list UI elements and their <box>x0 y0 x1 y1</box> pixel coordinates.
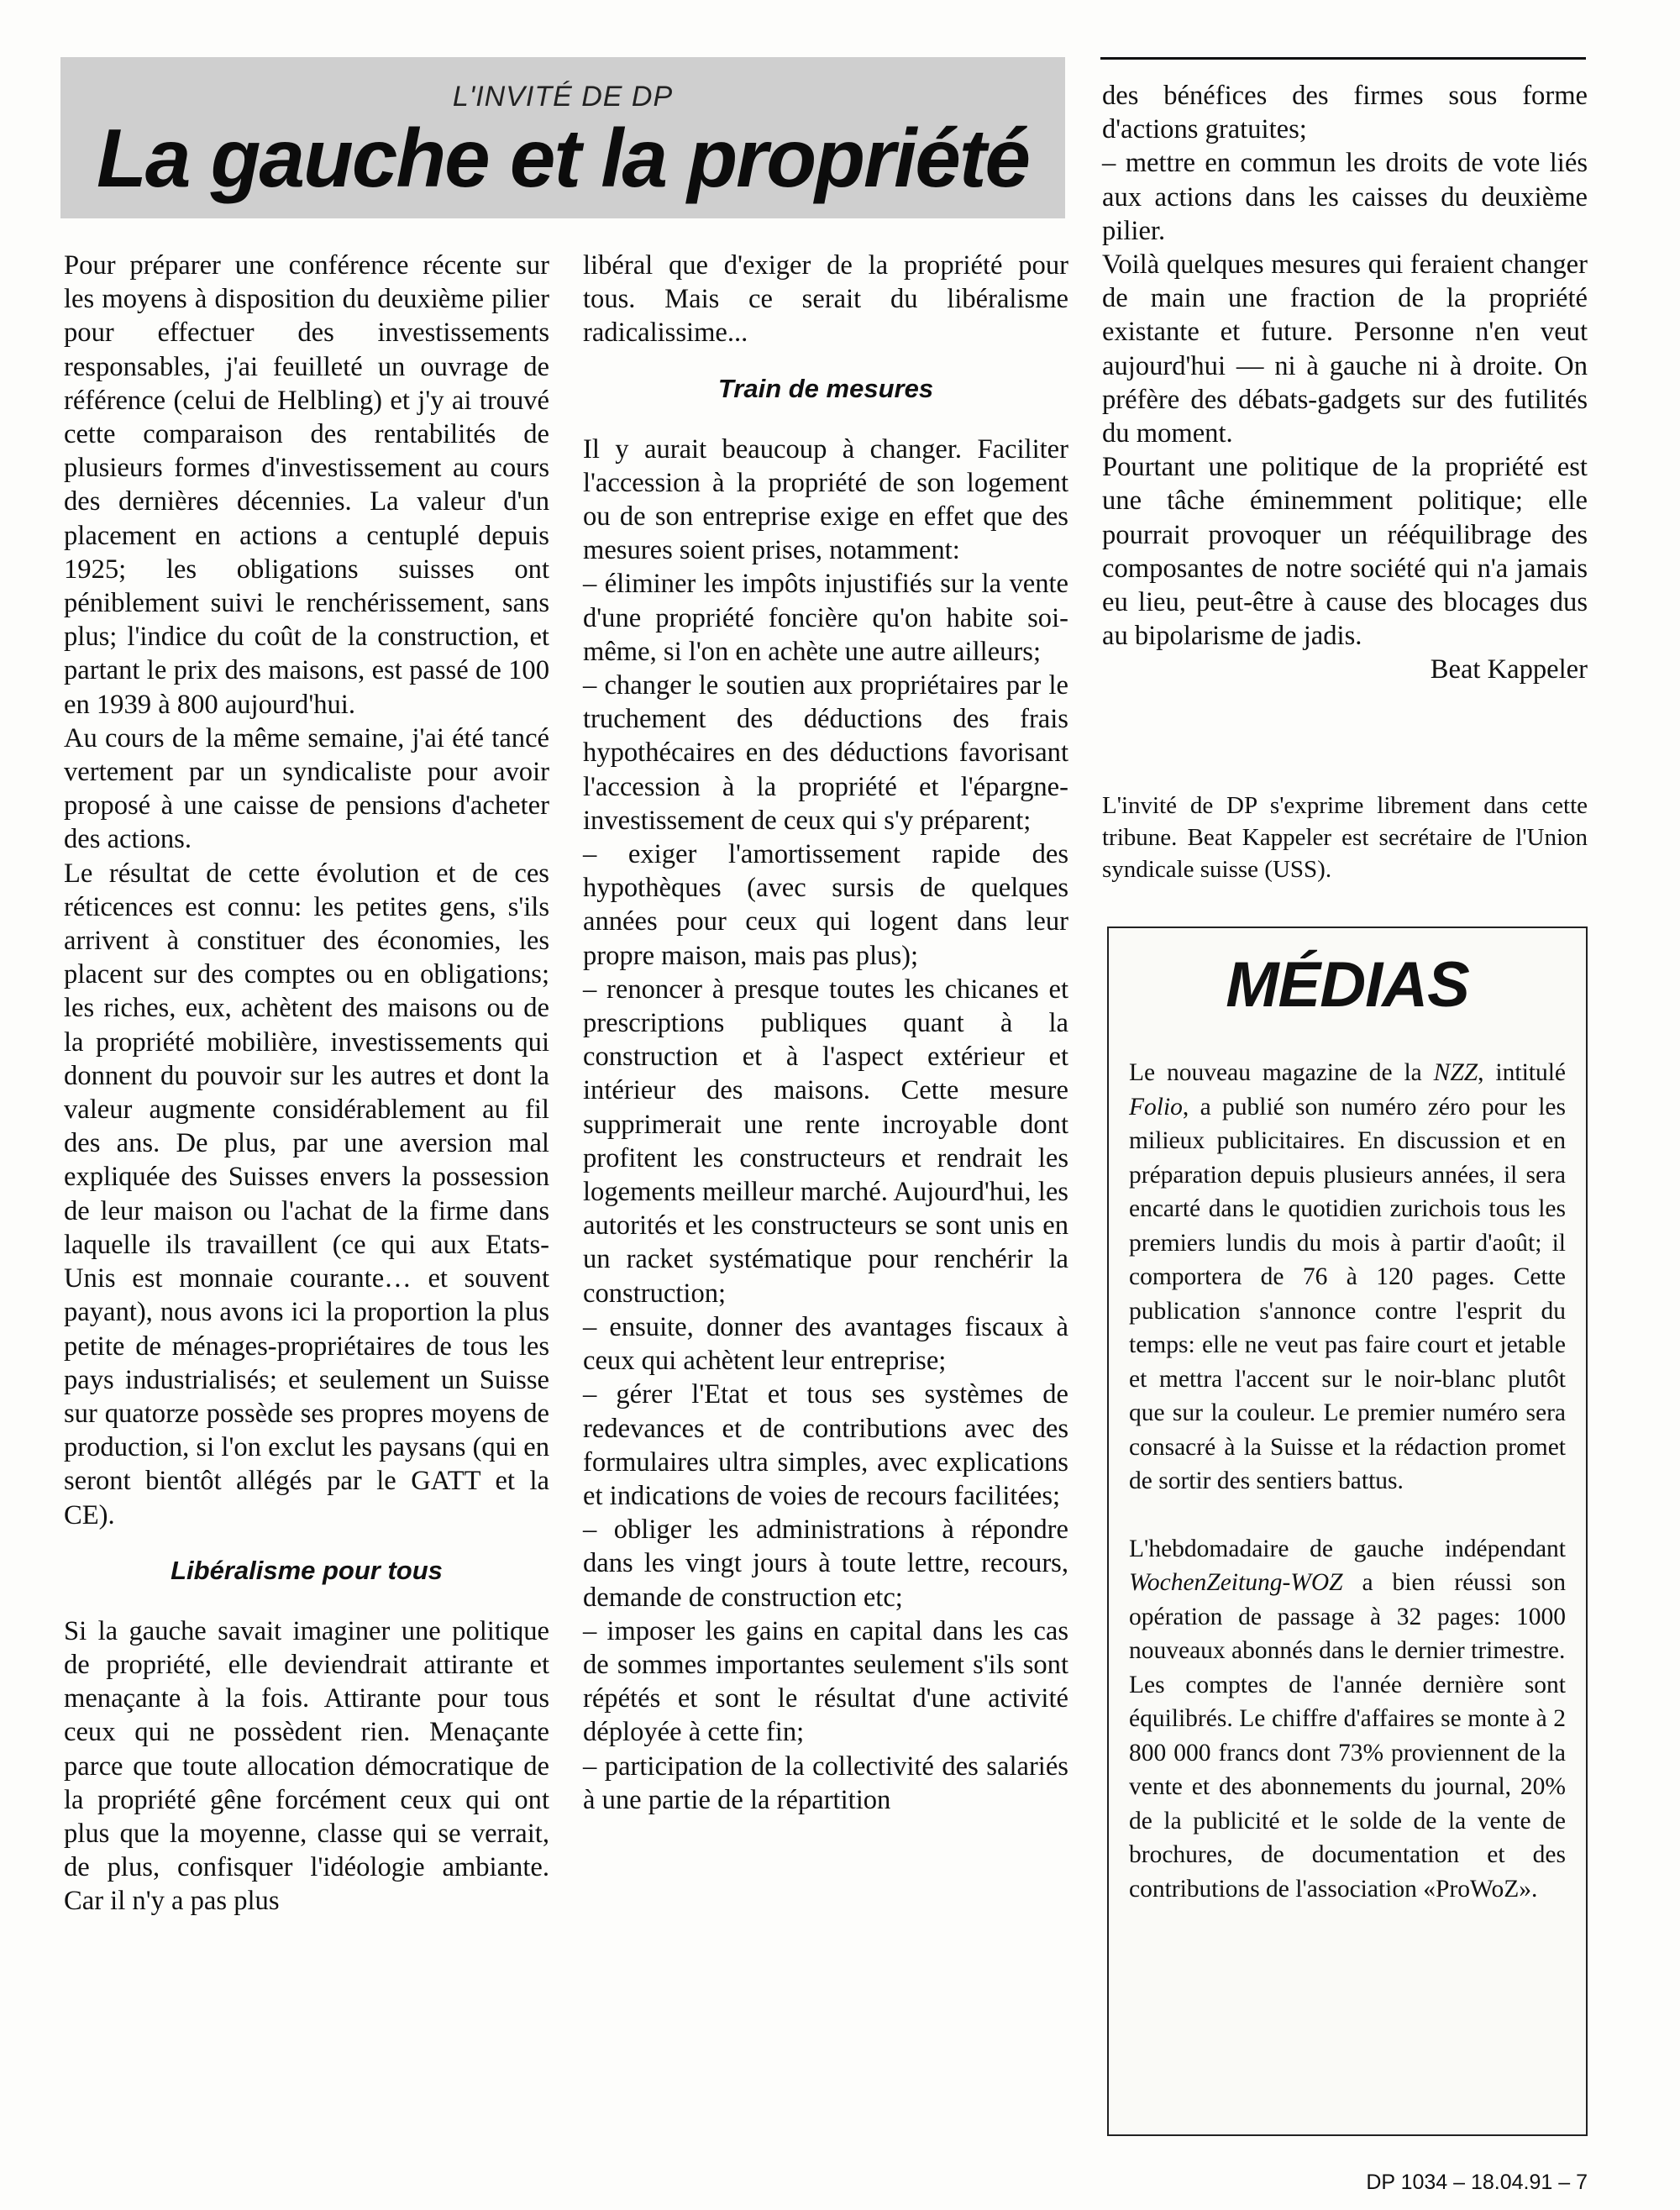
medias-paragraph-woz <box>1129 1532 1566 1668</box>
guest-note <box>1102 790 1588 885</box>
column-rule <box>1100 57 1586 60</box>
list-item: – renoncer à presque toutes les chicanes et prescriptions publiques quant à la construction et à l'aspect extérieur et intérieur des maisons. Cette mesure supprimerait une rente incroyable dont profitent les constructeurs et rendrait les logements meilleur marché. Aujourd'hui, les autorités et les constructeurs se sont unis en un racket systématique pour renchérir la construction; <box>583 974 1068 1309</box>
article-column-3 <box>1102 79 1588 687</box>
medias-box <box>1107 927 1588 2136</box>
paragraph: Voilà quelques mesures qui feraient changer de main une fraction de la propriété existante et future. Personne n'en veut aujourd'hui — ni à gauche ni à droite. On préfère des débats-gadgets sur des futilités du moment. <box>1102 249 1588 449</box>
paragraph: Au cours de la même semaine, j'ai été tancé vertement par un syndicaliste pour avoir proposé à une caisse de pensions d'acheter des actions. <box>64 722 549 855</box>
subheading-train-de-mesures: Train de mesures <box>717 373 934 403</box>
medias-paragraph-comptes: Les comptes de l'année dernière sont équilibrés. Le chiffre d'affaires se monte à 2 800 000 francs dont 73% proviennent de la vente et des abonnements du journal, 20% de la publicité et le solde de la vente de brochures, de documentation et des contributions de l'association «ProWoZ». <box>1129 1671 1566 1903</box>
paragraph: Pourtant une politique de la propriété est une tâche éminemment politique; elle pourrait provoquer un rééquilibrage des composantes de notre société qui n'a jamais eu lieu, peut-être à cause des blocages dus au bipolarisme de jadis. <box>1102 452 1588 652</box>
paragraph: libéral que d'exiger de la propriété pour tous. Mais ce serait du libéralisme radicalissime... <box>583 250 1068 349</box>
guest-note-text: L'invité de DP s'exprime librement dans cette tribune. Beat Kappeler est secrétaire de l'Union syndicale suisse (USS). <box>1102 792 1588 883</box>
list-item: – mettre en commun les droits de vote liés aux actions dans les caisses du deuxième pilier. <box>1102 148 1588 246</box>
list-item: – changer le soutien aux propriétaires par le truchement des déductions des frais hypothécaires en des déductions favorisant l'accession à la propriété et l'épargne-investissement de ceux qui s'y préparent; <box>583 670 1068 836</box>
medias-body <box>1129 1056 1566 1906</box>
publication-name: NZZ <box>1433 1059 1478 1086</box>
text-run: , intitulé <box>1478 1059 1566 1086</box>
text-run: , a publié son numéro zéro pour les milieux publicitaires. En discussion et en préparation depuis plusieurs années, il sera encarté dans le quotidien zurichois tous les premiers lundis du mois à partir d'août; il comportera de 76 à 120 pages. Cette publication s'annonce contre l'esprit du temps: elle ne veut pas faire court et jetable et mettra l'accent sur le noir-blanc plutôt que sur la couleur. Le premier numéro sera consacré à la Suisse et la rédaction promet de sortir des sentiers battus. <box>1129 1093 1566 1494</box>
text-run: L'hebdomadaire de gauche indépendant <box>1129 1535 1566 1562</box>
list-item: – éliminer les impôts injustifiés sur la vente d'une propriété foncière qu'on habite soi-même, si l'on en achète une autre ailleurs; <box>583 569 1068 667</box>
list-item: des bénéfices des firmes sous forme d'actions gratuites; <box>1102 81 1588 145</box>
kicker: L'INVITÉ DE DP <box>452 81 674 113</box>
list-item: – obliger les administrations à répondre dans les vingt jours à toute lettre, recours, demande de construction etc; <box>583 1514 1068 1613</box>
text-run: Le nouveau magazine de la <box>1129 1059 1434 1086</box>
paragraph: Le résultat de cette évolution et de ces réticences est connu: les petites gens, s'ils arrivent à constituer des économies, les placent sur des comptes ou en obligations; les riches, eux, achètent des maisons ou de la propriété mobilière, investissements qui donnent du pouvoir sur les autres et dont la valeur augmente considérablement au fil des ans. De plus, par une aversion mal expliquée des Suisses envers la possession de leur maison ou l'achat de la firme dans laquelle ils travaillent (ce qui aux Etats-Unis est monnaie courante… et souvent payant), nous avons ici la proportion la plus petite de ménages-propriétaires de tous les pays industrialisés; et seulement un Suisse sur quatorze possède ses propres moyens de production, si l'on exclut les paysans (qui en seront bientôt allégés par le GATT et la CE). <box>64 858 549 1530</box>
list-item: – gérer l'Etat et tous ses systèmes de redevances et de contributions avec des formulaires ultra simples, avec explications et indications de voies de recours facilitées; <box>583 1379 1068 1511</box>
page-folio: DP 1034 – 18.04.91 – 7 <box>1366 2171 1588 2194</box>
text-run: a bien réussi son opération de passage à 32 pages: 1000 nouveaux abonnés dans le dernier trimestre. <box>1129 1569 1566 1664</box>
medias-title: MÉDIAS <box>1226 949 1469 1021</box>
author-signature: Beat Kappeler <box>1430 654 1588 685</box>
list-item: – exiger l'amortissement rapide des hypothèques (avec sursis de quelques années pour ceux qui logent dans leur propre maison, mais pas plus); <box>583 839 1068 971</box>
list-item: – participation de la collectivité des salariés à une partie de la répartition <box>583 1751 1068 1815</box>
article-title: La gauche et la propriété <box>97 112 1029 204</box>
article-column-2 <box>583 249 1068 1817</box>
paragraph: Si la gauche savait imaginer une politique de propriété, elle deviendrait attirante et menaçante à la fois. Attirante pour tous ceux qui ne possèdent rien. Menaçante parce que toute allocation démocratique de la propriété gêne forcément ceux qui ont plus que la moyenne, classe qui se verrait, de plus, confisquer l'idéologie ambiante. Car il n'y a pas plus <box>64 1615 549 1917</box>
paragraph: Pour préparer une conférence récente sur les moyens à disposition du deuxième pilier pour effectuer des investissements responsables, j'ai feuilleté un ouvrage de référence (celui de Helbling) et j'y ai trouvé cette comparaison des rentabilités de plusieurs formes d'investissement au cours des dernières décennies. La valeur d'un placement en actions a centuplé depuis 1925; les obligations suisses ont péniblement suivi le renchérissement, sans plus; l'indice du coût de la construction, et partant le prix des maisons, est passé de 100 en 1939 à 800 aujourd'hui. <box>64 250 549 720</box>
publication-name: WochenZeitung-WOZ <box>1129 1569 1343 1596</box>
paragraph: Il y aurait beaucoup à changer. Faciliter l'accession à la propriété de son logement ou de son entreprise exige en effet que des mesures soient prises, notamment: <box>583 433 1068 566</box>
subheading-liberalisme: Libéralisme pour tous <box>171 1555 443 1585</box>
article-column-1 <box>64 249 549 1919</box>
article-header <box>60 57 1065 218</box>
publication-name: Folio <box>1129 1093 1183 1121</box>
list-item: – imposer les gains en capital dans les cas de sommes importantes seulement s'ils sont répétés et sont le résultat d'une activité déployée à cette fin; <box>583 1615 1068 1748</box>
medias-paragraph-nzz <box>1129 1056 1566 1499</box>
list-item: – ensuite, donner des avantages fiscaux à ceux qui achètent leur entreprise; <box>583 1311 1068 1377</box>
